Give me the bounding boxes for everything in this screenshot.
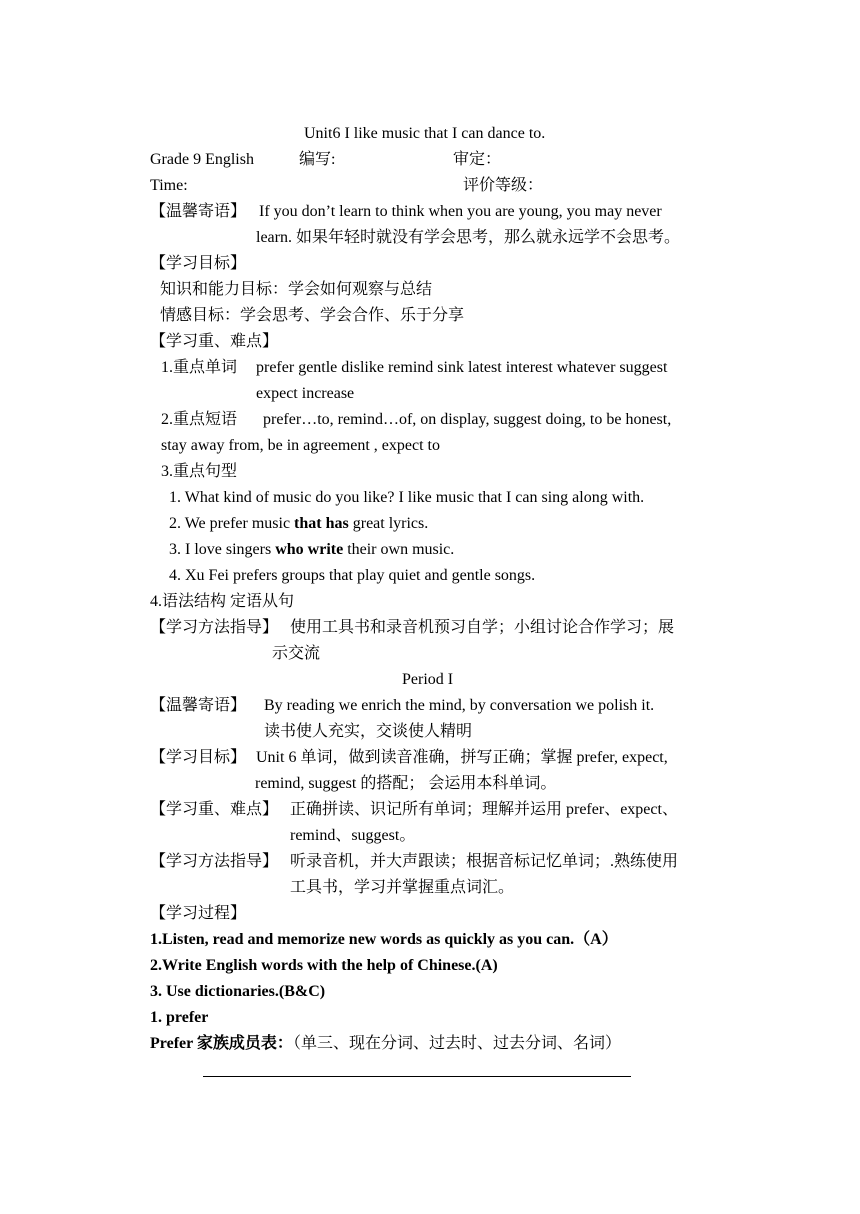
period-goals-line-2: remind, suggest 的搭配； 会运用本科单词。 bbox=[255, 775, 557, 792]
period-method-line-2: 工具书，学习并掌握重点词汇。 bbox=[290, 879, 515, 896]
sentence-3 bbox=[169, 540, 454, 560]
key-sentences-label: 3.重点句型 bbox=[161, 463, 238, 480]
period-motto-cn: 读书使人充实，交谈使人精明 bbox=[264, 723, 473, 740]
period-motto-tag: 【温馨寄语】 bbox=[150, 697, 247, 714]
key-words-line-1: prefer gentle dislike remind sink latest interest whatever suggest bbox=[256, 359, 668, 376]
key-words-label: 1.重点单词 bbox=[161, 359, 238, 376]
method-tag: 【学习方法指导】 bbox=[150, 619, 279, 636]
goal-emotion: 情感目标：学会思考、学会合作、乐于分享 bbox=[160, 307, 465, 324]
key-phrases-line-2: stay away from, be in agreement , expect to bbox=[161, 437, 440, 454]
period-key-line-1: 正确拼读、识记所有单词；理解并运用 prefer、expect、 bbox=[290, 801, 678, 818]
period-method-tag: 【学习方法指导】 bbox=[150, 853, 279, 870]
method-line-2: 示交流 bbox=[272, 645, 321, 662]
sentence-2-highlight: that has bbox=[294, 515, 349, 532]
process-tag: 【学习过程】 bbox=[150, 905, 247, 922]
key-phrases-line-1: prefer…to, remind…of, on display, suggest doing, to be honest, bbox=[263, 411, 672, 428]
key-phrases-label: 2.重点短语 bbox=[161, 411, 238, 428]
sentence-2-end: great lyrics. bbox=[348, 515, 429, 532]
step-3: 3. Use dictionaries.(B&C) bbox=[150, 983, 326, 1000]
rating-label: 评价等级： bbox=[463, 177, 544, 194]
key-words-line-2: expect increase bbox=[256, 385, 355, 402]
period-goals-tag: 【学习目标】 bbox=[150, 749, 247, 766]
prefer-family-row bbox=[150, 1034, 621, 1054]
period-goals-line-1: Unit 6 单词，做到读音准确，拼写正确；掌握 prefer, expect, bbox=[256, 749, 668, 766]
prefer-family-items: （单三、现在分词、过去时、过去分词、名词） bbox=[292, 1035, 621, 1052]
period-key-line-2: remind、suggest。 bbox=[290, 827, 416, 844]
time-label: Time: bbox=[150, 177, 188, 194]
period-key-tag: 【学习重、难点】 bbox=[150, 801, 279, 818]
prefer-family-label: Prefer 家族成员表： bbox=[150, 1035, 293, 1052]
motto-tag: 【温馨寄语】 bbox=[150, 203, 247, 220]
step-2: 2.Write English words with the help of Chinese.(A) bbox=[150, 957, 498, 974]
period-method-line-1: 听录音机，并大声跟读；根据音标记忆单词；.熟练使用 bbox=[290, 853, 679, 870]
goal-knowledge: 知识和能力目标：学会如何观察与总结 bbox=[160, 281, 433, 298]
page-title: Unit6 I like music that I can dance to. bbox=[304, 125, 546, 142]
sentence-1: 1. What kind of music do you like? I like music that I can sing along with. bbox=[169, 489, 645, 506]
review-label: 审定： bbox=[453, 151, 502, 168]
key-points-tag: 【学习重、难点】 bbox=[150, 333, 279, 350]
grammar-structure: 4.语法结构 定语从句 bbox=[150, 593, 295, 610]
period-title: Period I bbox=[402, 671, 454, 688]
sentence-3-end: their own music. bbox=[343, 541, 455, 558]
motto-line-2: learn. 如果年轻时就没有学会思考，那么就永远学不会思考。 bbox=[256, 229, 680, 246]
sentence-2 bbox=[169, 514, 428, 534]
motto-line-1: If you don’t learn to think when you are young, you may never bbox=[259, 203, 662, 220]
sentence-3-highlight: who write bbox=[275, 541, 344, 558]
answer-line bbox=[203, 1076, 631, 1077]
sentence-4: 4. Xu Fei prefers groups that play quiet and gentle songs. bbox=[169, 567, 536, 584]
goals-tag: 【学习目标】 bbox=[150, 255, 247, 272]
sentence-3-start: 3. I love singers bbox=[169, 541, 276, 558]
sub-item-prefer: 1. prefer bbox=[150, 1009, 209, 1026]
method-line-1: 使用工具书和录音机预习自学；小组讨论合作学习；展 bbox=[290, 619, 675, 636]
period-motto-en: By reading we enrich the mind, by conversation we polish it. bbox=[264, 697, 655, 714]
step-1: 1.Listen, read and memorize new words as quickly as you can.（A） bbox=[150, 931, 618, 948]
sentence-2-start: 2. We prefer music bbox=[169, 515, 295, 532]
author-label: 编写: bbox=[299, 151, 336, 168]
grade-label: Grade 9 English bbox=[150, 151, 254, 168]
